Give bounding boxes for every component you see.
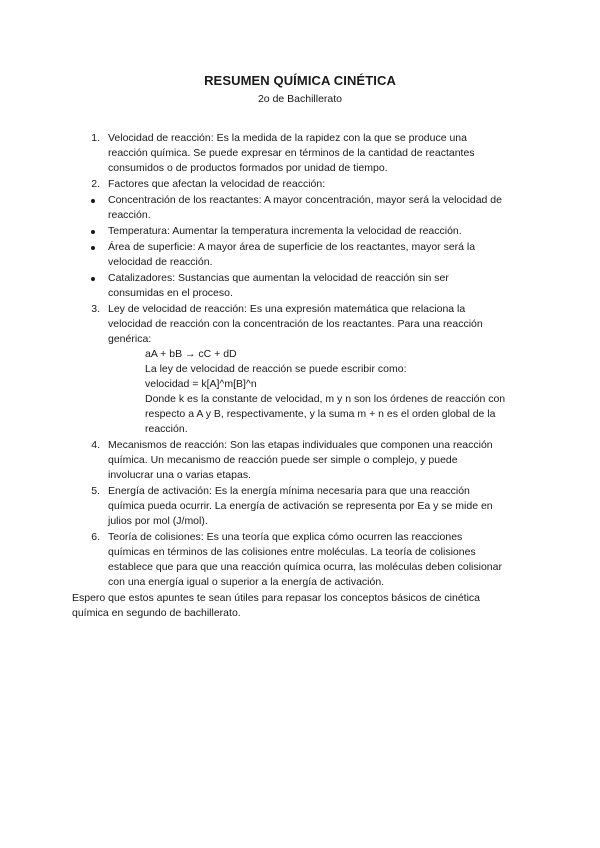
closing-text-line: Espero que estos apuntes te sean útiles para repasar los conceptos básicos de cinética bbox=[72, 592, 480, 604]
bullet-marker bbox=[91, 230, 95, 234]
item-number: 3. bbox=[91, 303, 100, 315]
item-text-line: Catalizadores: Sustancias que aumentan la velocidad de reacción sin ser bbox=[108, 272, 449, 284]
bullet-marker bbox=[91, 277, 95, 281]
bullet-marker bbox=[91, 246, 95, 250]
item-number: 1. bbox=[91, 132, 100, 144]
item-text-line: Área de superficie: A mayor área de superficie de los reactantes, mayor será la bbox=[108, 241, 476, 253]
item-text-line: Ley de velocidad de reacción: Es una expresión matemática que relaciona la bbox=[108, 303, 466, 315]
page-subtitle: 2o de Bachillerato bbox=[257, 93, 343, 105]
item-subtext-line: Donde k es la constante de velocidad, m y n son los órdenes de reacción con bbox=[145, 393, 506, 405]
item-text-line: consumidos o de productos formados por unidad de tiempo. bbox=[108, 162, 388, 174]
item-text-line: química. Un mecanismo de reacción puede ser simple o complejo, y puede bbox=[108, 454, 458, 466]
item-text-line: con una energía igual o superior a la energía de activación. bbox=[108, 576, 385, 588]
item-subtext-line: respecto a A y B, respectivamente, y la suma m + n es el orden global de la bbox=[145, 408, 496, 420]
item-text-line: establece que para que una reacción química ocurra, las moléculas deben colisionar bbox=[108, 561, 502, 573]
bullet-marker bbox=[91, 199, 95, 203]
item-text-line: julios por mol (J/mol). bbox=[108, 515, 208, 527]
item-subtext-line: velocidad = k[A]^m[B]^n bbox=[145, 378, 257, 390]
item-text-line: Temperatura: Aumentar la temperatura incrementa la velocidad de reacción. bbox=[108, 225, 462, 237]
item-text-line: Teoría de colisiones: Es una teoría que explica cómo ocurren las reacciones bbox=[108, 531, 463, 543]
item-subtext-line: aA + bB → cC + dD bbox=[145, 348, 237, 360]
item-text-line: Concentración de los reactantes: A mayor concentración, mayor será la velocidad de bbox=[108, 194, 502, 206]
item-text-line: Factores que afectan la velocidad de reacción: bbox=[108, 178, 326, 190]
item-number: 5. bbox=[91, 485, 100, 497]
item-text-line: velocidad de reacción. bbox=[108, 256, 213, 268]
item-text-line: reacción química. Se puede expresar en términos de la cantidad de reactantes bbox=[108, 147, 475, 159]
item-text-line: Energía de activación: Es la energía mínima necesaria para que una reacción bbox=[108, 485, 470, 497]
item-text-line: involucrar una o varias etapas. bbox=[108, 469, 251, 481]
item-number: 6. bbox=[91, 531, 100, 543]
item-subtext-line: reacción. bbox=[145, 423, 188, 435]
item-text-line: química pueda ocurrir. La energía de activación se representa por Ea y se mide en bbox=[108, 500, 493, 512]
item-subtext-line: La ley de velocidad de reacción se puede escribir como: bbox=[145, 363, 407, 375]
item-text-line: consumidas en el proceso. bbox=[108, 287, 233, 299]
item-text-line: Mecanismos de reacción: Son las etapas individuales que componen una reacción bbox=[108, 439, 493, 451]
item-number: 4. bbox=[91, 439, 100, 451]
item-text-line: velocidad de reacción con la concentración de los reactantes. Para una reacción bbox=[108, 318, 483, 330]
item-text-line: genérica: bbox=[108, 333, 152, 345]
page-title: RESUMEN QUÍMICA CINÉTICA bbox=[204, 73, 396, 88]
item-number: 2. bbox=[91, 178, 100, 190]
item-text-line: químicas en términos de las colisiones entre moléculas. La teoría de colisiones bbox=[108, 546, 476, 558]
item-text-line: Velocidad de reacción: Es la medida de la rapidez con la que se produce una bbox=[108, 132, 467, 144]
item-text-line: reacción. bbox=[108, 209, 151, 221]
closing-text-line: química en segundo de bachillerato. bbox=[72, 607, 241, 619]
